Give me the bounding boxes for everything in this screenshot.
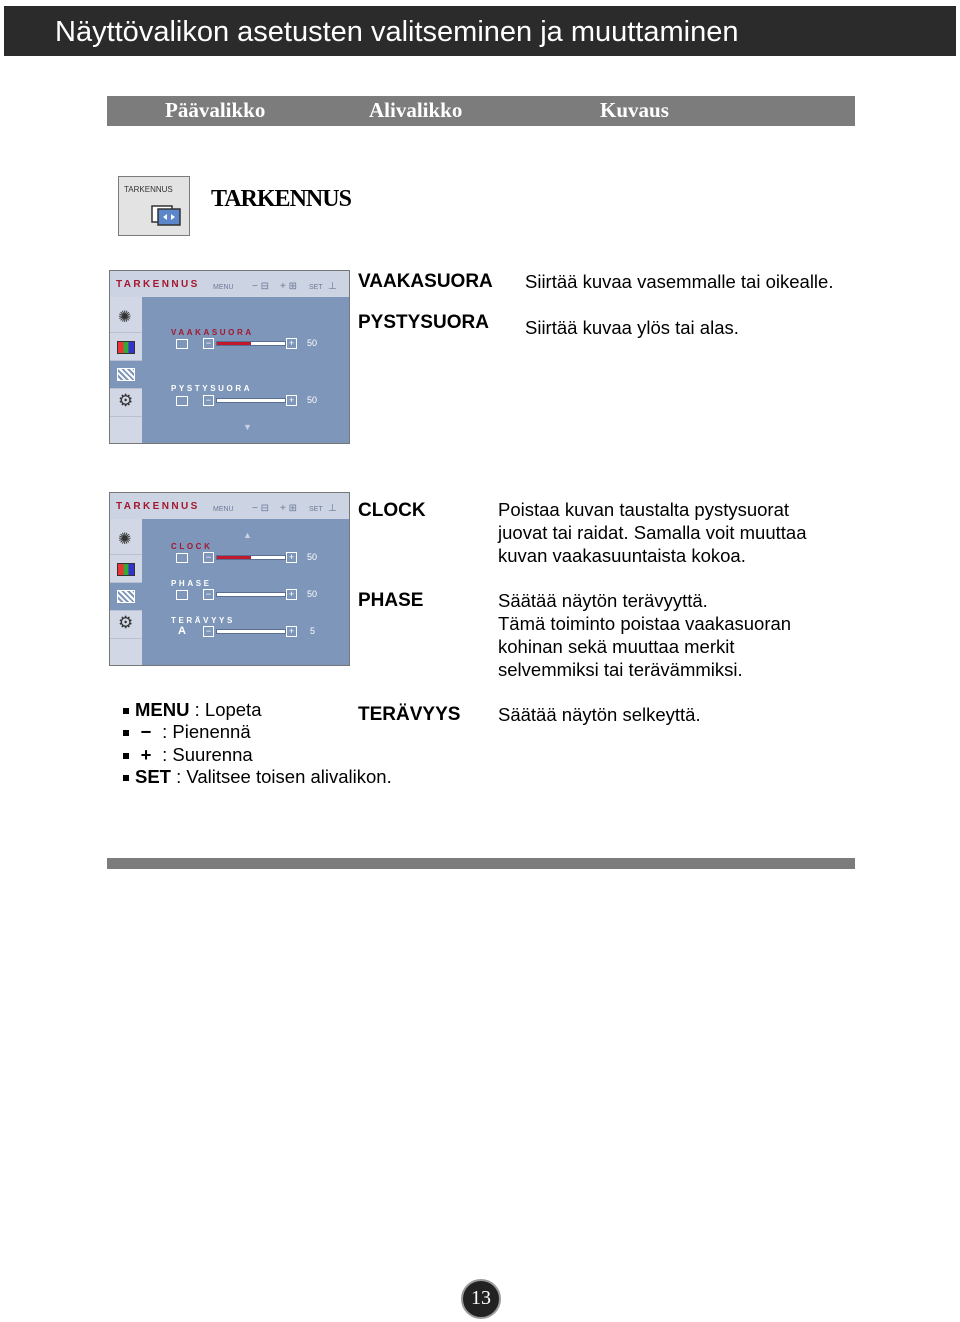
section-title: TARKENNUS (211, 186, 351, 212)
osd-item-label: PHASE (171, 579, 212, 588)
option-description (498, 589, 791, 681)
description-line: juovat tai raidat. Samalla voit muuttaa (498, 522, 807, 543)
level-bar (216, 398, 286, 403)
clock-icon (176, 553, 188, 563)
tracking-icon (110, 361, 142, 389)
legend-item: − : Pienennä (123, 721, 251, 743)
description-line: Poistaa kuvan taustalta pystysuorat (498, 499, 790, 520)
brightness-icon: ✺ (110, 305, 142, 333)
plus-icon: + (286, 338, 297, 349)
header-submenu: Alivalikko (369, 98, 463, 122)
osd-menu-label: MENU (213, 506, 234, 513)
header-main-menu: Päävalikko (165, 98, 266, 122)
option-name: PYSTYSUORA (358, 312, 489, 333)
color-icon (110, 333, 142, 361)
settings-gear-icon: ⚙ (110, 611, 142, 639)
level-bar (216, 629, 286, 634)
osd-item-label: TERÄVYYS (171, 616, 235, 625)
page-title: Näyttövalikon asetusten valitseminen ja muuttaminen (55, 16, 739, 48)
minus-icon: − (203, 395, 214, 406)
phase-icon (176, 590, 188, 600)
plus-icon: + (286, 552, 297, 563)
option-name: TERÄVYYS (358, 704, 461, 725)
minus-icon: − (203, 338, 214, 349)
osd-item-value: 50 (307, 589, 318, 599)
plus-icon: + (286, 395, 297, 406)
level-fill (217, 630, 251, 633)
osd-plus-icon: + ⊞ (280, 281, 297, 292)
description-line: selvemmiksi tai terävämmiksi. (498, 659, 743, 680)
description-line: Säätää näytön terävyyttä. (498, 590, 708, 611)
osd-screen-quality (109, 492, 350, 666)
tarkennus-menu-icon (118, 176, 190, 236)
osd-item-label: PYSTYSUORA (171, 384, 253, 393)
table-header (107, 96, 855, 126)
legend-item: SET : Valitsee toisen alivalikon. (123, 766, 392, 788)
scroll-up-arrow-icon: ▲ (243, 530, 252, 540)
osd-item-value: 5 (310, 626, 316, 636)
scroll-down-arrow-icon: ▼ (243, 422, 252, 432)
osd-set-icon: ⊥ (328, 281, 337, 292)
horizontal-position-icon (176, 339, 188, 349)
level-fill (217, 593, 251, 596)
level-fill (217, 556, 251, 559)
option-description: Siirtää kuvaa ylös tai alas. (525, 317, 739, 338)
level-fill (217, 342, 251, 345)
osd-sidebar (110, 519, 142, 665)
osd-header (110, 493, 349, 519)
brightness-icon: ✺ (110, 527, 142, 555)
option-name: PHASE (358, 590, 424, 611)
osd-title: TARKENNUS (116, 279, 200, 290)
page-title-bar (4, 6, 956, 56)
sharpness-icon: A (178, 625, 186, 637)
option-description: Siirtää kuvaa vasemmalle tai oikealle. (525, 271, 834, 292)
plus-icon: + (286, 589, 297, 600)
plus-icon: + (286, 626, 297, 637)
osd-item-value: 50 (307, 552, 318, 562)
table-footer-bar (107, 858, 855, 869)
osd-minus-icon: − ⊟ (252, 503, 269, 514)
page-number-badge (461, 1279, 501, 1319)
osd-menu-label: MENU (213, 284, 234, 291)
description-line: kohinan sekä muuttaa merkit (498, 636, 735, 657)
osd-set-label: SET (309, 284, 323, 291)
osd-minus-icon: − ⊟ (252, 281, 269, 292)
level-bar (216, 341, 286, 346)
legend-item: MENU : Lopeta (123, 699, 262, 721)
vertical-position-icon (176, 396, 188, 406)
option-name: VAAKASUORA (358, 271, 493, 292)
level-bar (216, 592, 286, 597)
osd-item-value: 50 (307, 338, 318, 348)
osd-screen-position (109, 270, 350, 444)
osd-item-label: CLOCK (171, 542, 213, 551)
osd-set-icon: ⊥ (328, 503, 337, 514)
level-fill (217, 399, 251, 402)
description-line: kuvan vaakasuuntaista kokoa. (498, 545, 746, 566)
osd-sidebar (110, 297, 142, 443)
option-description (498, 498, 807, 567)
header-description: Kuvaus (600, 98, 669, 122)
monitor-adjust-icon (151, 205, 183, 227)
minus-icon: − (203, 589, 214, 600)
description-line: Tämä toiminto poistaa vaakasuoran (498, 613, 792, 634)
option-description: Säätää näytön selkeyttä. (498, 704, 701, 725)
color-icon (110, 555, 142, 583)
tracking-icon (110, 583, 142, 611)
legend-item: + : Suurenna (123, 744, 253, 766)
page-number: 13 (471, 1287, 491, 1309)
osd-item-label: VAAKASUORA (171, 328, 254, 337)
osd-item-value: 50 (307, 395, 318, 405)
settings-gear-icon: ⚙ (110, 389, 142, 417)
osd-plus-icon: + ⊞ (280, 503, 297, 514)
level-bar (216, 555, 286, 560)
osd-title: TARKENNUS (116, 501, 200, 512)
menu-icon-label: TARKENNUS (124, 185, 173, 194)
minus-icon: − (203, 552, 214, 563)
osd-set-label: SET (309, 506, 323, 513)
osd-header (110, 271, 349, 297)
minus-icon: − (203, 626, 214, 637)
option-name: CLOCK (358, 500, 426, 521)
